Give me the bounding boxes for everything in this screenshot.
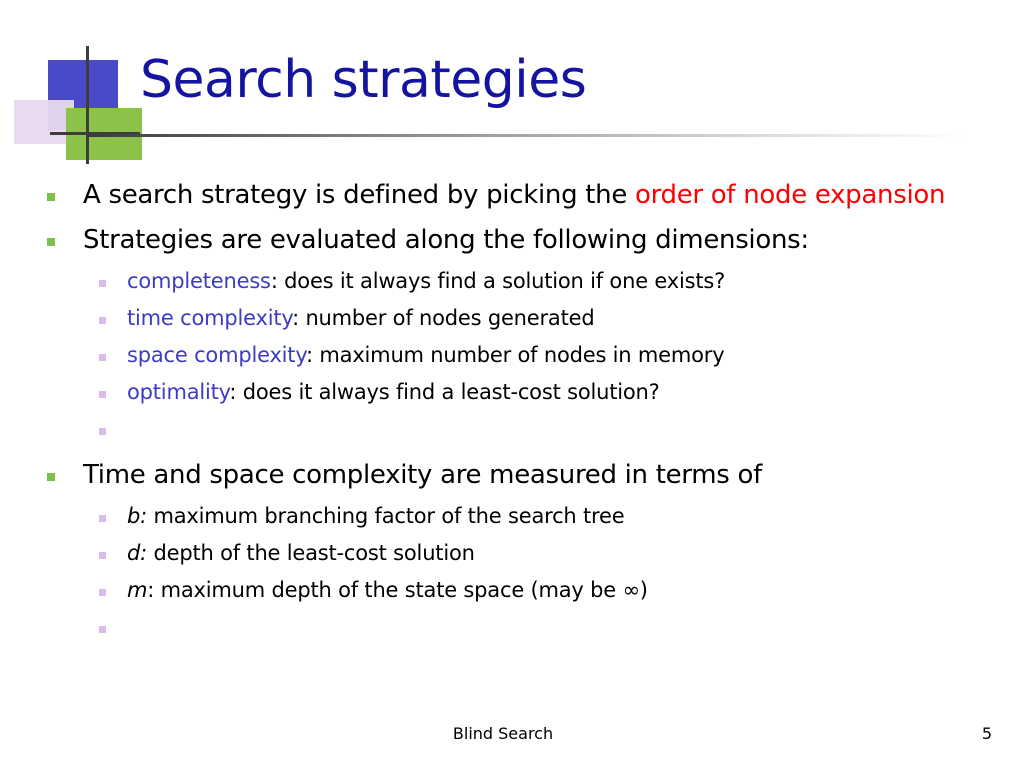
title-underline	[88, 134, 968, 137]
bullet-square-icon	[47, 238, 55, 246]
bullet-item	[46, 178, 986, 213]
sub-bullet-text: depth of the least-cost solution	[147, 541, 475, 565]
bullet-highlight: order of node expansion	[634, 180, 946, 210]
logo-pink-square	[14, 100, 74, 144]
sub-bullet-square-icon	[99, 391, 106, 398]
logo-vertical-line	[86, 46, 89, 164]
sub-bullet-text: : number of nodes generated	[292, 306, 595, 330]
bullet-text: Time and space complexity are measured in terms of	[83, 460, 762, 490]
sub-bullet-item	[46, 501, 986, 531]
sub-bullet-variable: d:	[127, 541, 148, 565]
bullet-square-icon	[47, 193, 55, 201]
slide-content	[46, 178, 986, 642]
sub-bullet-square-icon	[99, 428, 106, 435]
sub-bullet-variable: m	[127, 578, 148, 602]
sub-bullet-item-empty	[46, 414, 986, 444]
slide-title: Search strategies	[140, 50, 587, 110]
page-number: 5	[981, 724, 992, 743]
sub-bullet-square-icon	[99, 317, 106, 324]
sub-bullet-item	[46, 303, 986, 333]
sub-bullet-text: maximum branching factor of the search tree	[147, 504, 625, 528]
sub-bullet-square-icon	[99, 280, 106, 287]
sub-bullet-square-icon	[99, 552, 106, 559]
sub-bullet-variable: b:	[127, 504, 148, 528]
bullet-square-icon	[47, 473, 55, 481]
footer-title: Blind Search	[452, 724, 554, 743]
sub-bullet-item	[46, 266, 986, 296]
bullet-text: A search strategy is defined by picking the	[83, 180, 635, 210]
slide-logo	[0, 0, 150, 170]
bullet-item	[46, 458, 986, 493]
sub-bullet-term: completeness	[127, 269, 271, 293]
sub-bullet-item	[46, 340, 986, 370]
sub-bullet-square-icon	[99, 626, 106, 633]
bullet-text: Strategies are evaluated along the following dimensions:	[83, 225, 809, 255]
sub-bullet-item-empty	[46, 612, 986, 642]
sub-bullet-term: space complexity	[127, 343, 307, 367]
sub-bullet-item	[46, 377, 986, 407]
sub-bullet-text: : does it always find a least-cost solution?	[229, 380, 660, 404]
sub-bullet-square-icon	[99, 515, 106, 522]
sub-bullet-text: : does it always find a solution if one exists?	[270, 269, 726, 293]
sub-bullet-square-icon	[99, 354, 106, 361]
sub-bullet-term: optimality	[127, 380, 230, 404]
sub-bullet-item	[46, 575, 986, 605]
bullet-item	[46, 223, 986, 258]
sub-bullet-text: : maximum number of nodes in memory	[306, 343, 725, 367]
sub-bullet-square-icon	[99, 589, 106, 596]
sub-bullet-text: : maximum depth of the state space (may be ∞)	[147, 578, 648, 602]
sub-bullet-term: time complexity	[127, 306, 293, 330]
sub-bullet-item	[46, 538, 986, 568]
